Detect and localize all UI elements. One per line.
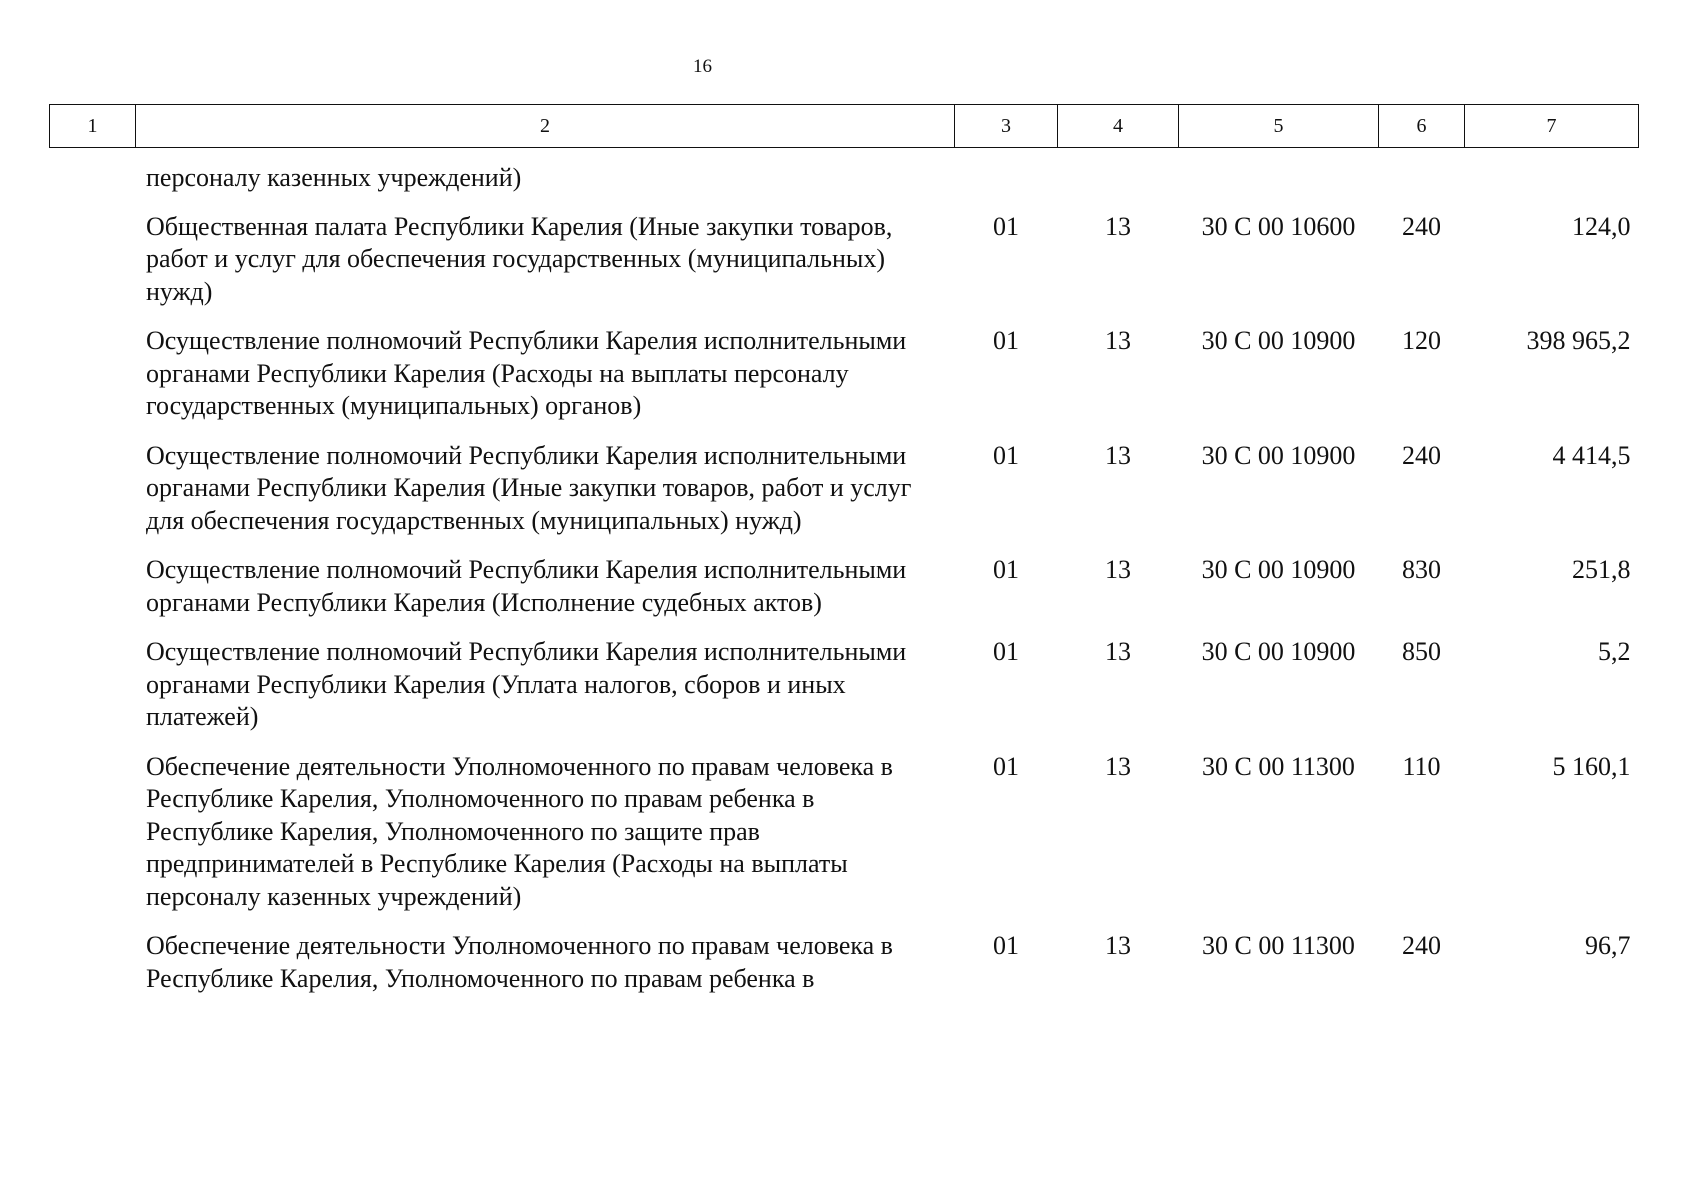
section-code: 01 — [993, 931, 1019, 960]
table-row — [50, 440, 1639, 555]
table-row — [50, 325, 1639, 440]
expense-name: персоналу казенных учреждений) — [146, 163, 522, 192]
amount: 251,8 — [1572, 555, 1631, 584]
row-index-cell — [50, 554, 136, 636]
target-article-code: 30 С 00 10900 — [1201, 440, 1356, 470]
amount: 124,0 — [1572, 211, 1631, 241]
target-article-code: 30 С 00 11300 — [1202, 931, 1355, 960]
subsection-code: 13 — [1105, 751, 1131, 781]
amount: 4 414,5 — [1552, 440, 1631, 470]
target-article-code — [1179, 148, 1379, 208]
subsection-code: 13 — [1105, 326, 1131, 355]
subsection-code: 13 — [1105, 555, 1131, 584]
expense-name: Осуществление полномочий Республики Карелия исполнительными органами Республики Карелия (Иные закупки товаров, работ и услуг для обеспечения государственных (муниципальных) нужд) — [146, 440, 912, 535]
target-article-code: 30 С 00 10900 — [1201, 326, 1356, 355]
row-index-cell — [50, 930, 136, 1012]
section-code: 01 — [993, 326, 1019, 355]
table-row — [50, 751, 1639, 931]
row-index-cell — [50, 440, 136, 555]
expense-type-code: 240 — [1402, 931, 1441, 960]
expense-name: Обеспечение деятельности Уполномоченного по правам человека в Республике Карелия, Уполномоченного по правам ребенка в — [146, 931, 893, 993]
expense-type-code: 850 — [1402, 637, 1441, 666]
table-row — [50, 554, 1639, 636]
row-index-cell — [50, 636, 136, 751]
expense-name: Осуществление полномочий Республики Карелия исполнительными органами Республики Карелия (Расходы на выплаты персоналу государственных (муниципальных) органов) — [146, 326, 907, 420]
expense-type-code: 830 — [1402, 555, 1441, 584]
amount: 96,7 — [1585, 931, 1631, 960]
section-code: 01 — [993, 555, 1019, 584]
expense-name: Осуществление полномочий Республики Карелия исполнительными органами Республики Карелия (Исполнение судебных актов) — [146, 555, 907, 617]
expense-type-code: 240 — [1402, 440, 1441, 470]
target-article-code: 30 С 00 10900 — [1201, 637, 1356, 666]
expense-type-code — [1379, 148, 1465, 208]
expense-type-code: 240 — [1402, 211, 1441, 241]
budget-table — [49, 104, 1639, 1012]
column-header-6: 6 — [1379, 105, 1465, 148]
page-number: 16 — [693, 56, 712, 77]
amount: 398 965,2 — [1526, 326, 1631, 355]
column-number-header — [50, 105, 1639, 148]
expense-name: Обеспечение деятельности Уполномоченного по правам человека в Республике Карелия, Уполномоченного по правам ребенка в Республике Карелия, Уполномоченного по защите прав предпринимателей в Республике Карелия (Расходы на выплаты персоналу казенных учреждений) — [146, 751, 893, 911]
row-index-cell — [50, 751, 136, 931]
column-header-7: 7 — [1465, 105, 1639, 148]
section-code: 01 — [993, 637, 1019, 666]
amount: 5,2 — [1598, 637, 1631, 666]
column-header-4: 4 — [1058, 105, 1179, 148]
section-code: 01 — [993, 440, 1019, 470]
section-code: 01 — [993, 211, 1019, 241]
subsection-code: 13 — [1105, 637, 1131, 666]
expense-name: Общественная палата Республики Карелия (Иные закупки товаров, работ и услуг для обеспечения государственных (муниципальных) нужд) — [146, 211, 893, 306]
table-row — [50, 208, 1639, 326]
section-code: 01 — [993, 751, 1019, 781]
subsection-code: 13 — [1105, 440, 1131, 470]
table-row — [50, 930, 1639, 1012]
expense-type-code: 110 — [1402, 751, 1441, 781]
table-row — [50, 636, 1639, 751]
expense-name: Осуществление полномочий Республики Карелия исполнительными органами Республики Карелия (Уплата налогов, сборов и иных платежей) — [146, 637, 907, 731]
expense-type-code: 120 — [1402, 326, 1441, 355]
target-article-code: 30 С 00 11300 — [1202, 751, 1355, 781]
subsection-code — [1058, 148, 1179, 208]
target-article-code: 30 С 00 10900 — [1201, 555, 1356, 584]
row-index-cell — [50, 325, 136, 440]
section-code — [955, 148, 1058, 208]
column-header-2: 2 — [136, 105, 955, 148]
amount: 5 160,1 — [1552, 751, 1631, 781]
row-index-cell — [50, 208, 136, 326]
row-index-cell — [50, 148, 136, 208]
target-article-code: 30 С 00 10600 — [1201, 211, 1356, 241]
column-header-5: 5 — [1179, 105, 1379, 148]
column-header-1: 1 — [50, 105, 136, 148]
subsection-code: 13 — [1105, 931, 1131, 960]
table-row — [50, 148, 1639, 208]
subsection-code: 13 — [1105, 211, 1131, 241]
column-header-3: 3 — [955, 105, 1058, 148]
amount — [1465, 148, 1639, 208]
